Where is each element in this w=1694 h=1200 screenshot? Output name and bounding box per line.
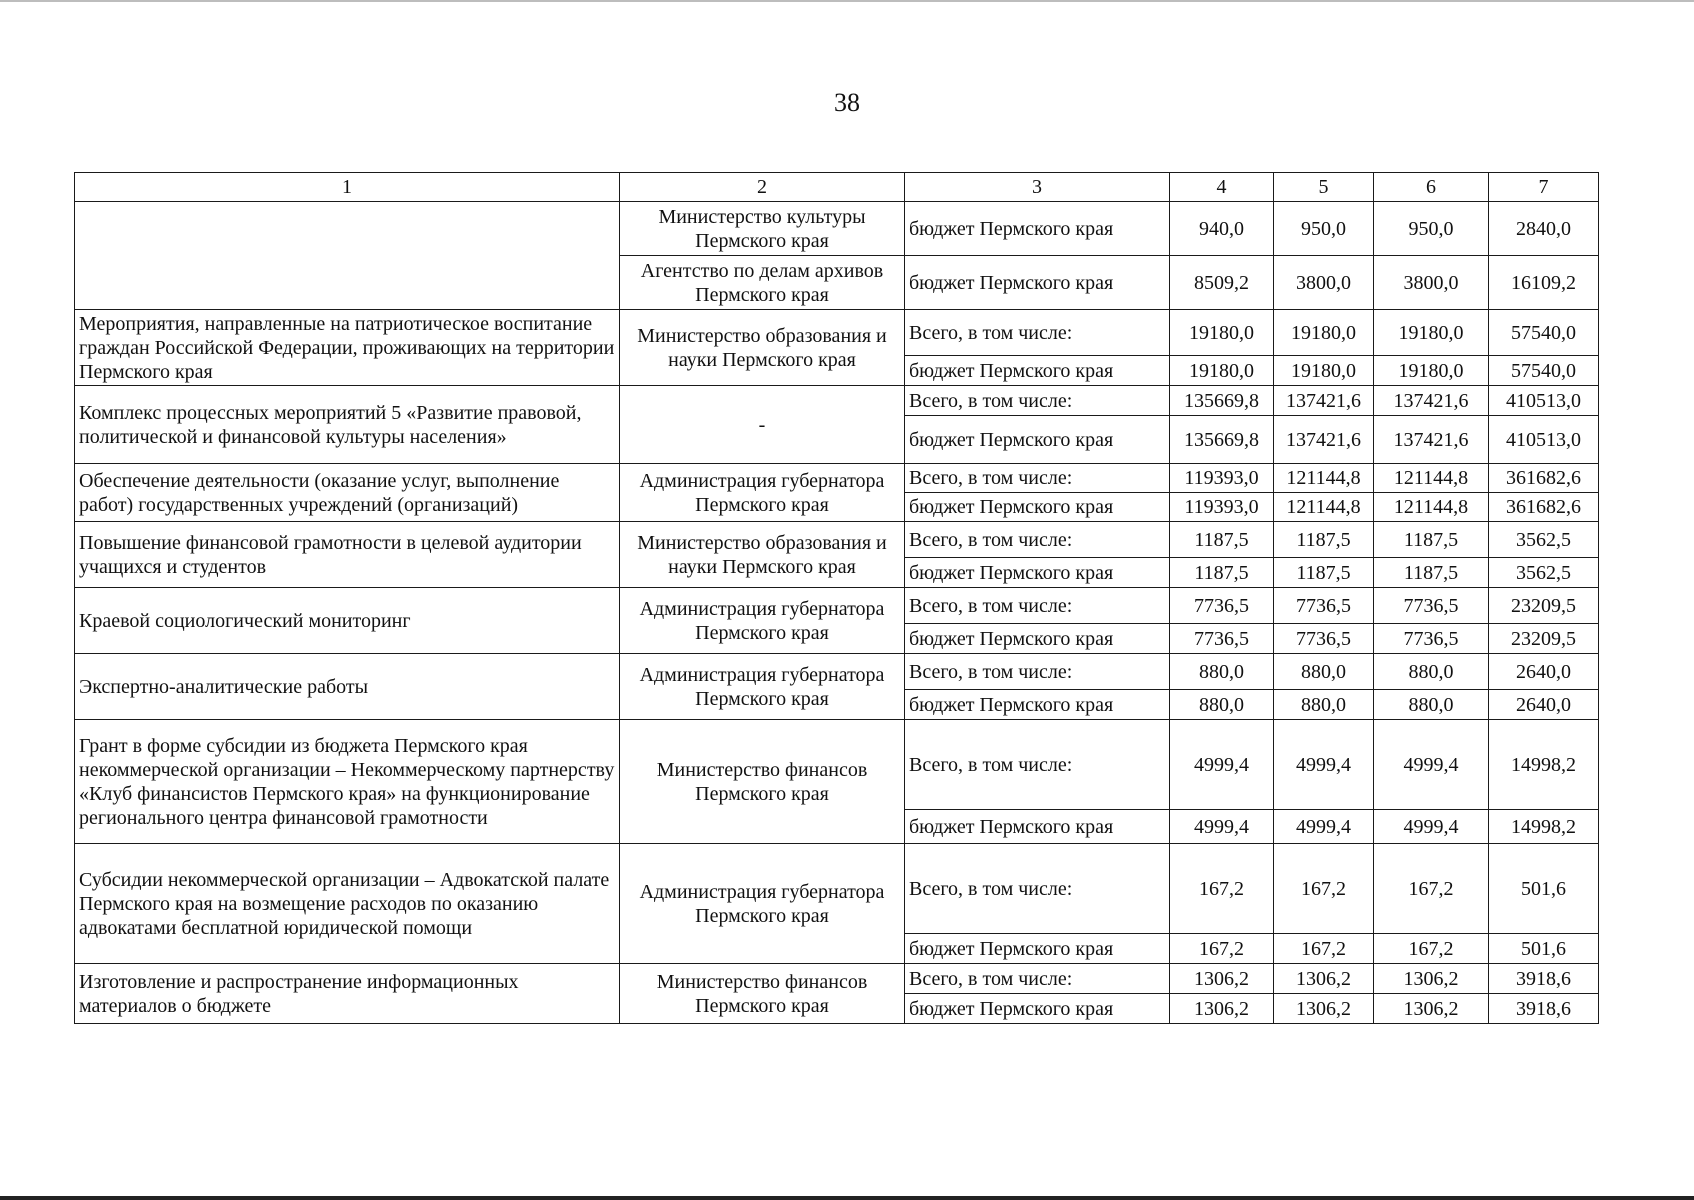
value-year-2: 7736,5 bbox=[1274, 588, 1374, 624]
funding-source-cell: бюджет Пермского края bbox=[905, 934, 1170, 964]
table-header-row bbox=[75, 173, 1599, 202]
value-year-2: 121144,8 bbox=[1274, 464, 1374, 493]
value-total: 57540,0 bbox=[1489, 356, 1599, 386]
value-total: 14998,2 bbox=[1489, 810, 1599, 844]
value-year-3: 121144,8 bbox=[1374, 493, 1489, 522]
value-year-1: 19180,0 bbox=[1170, 356, 1274, 386]
responsible-org-cell: Министерство образования и науки Пермского края bbox=[620, 310, 905, 386]
value-year-3: 121144,8 bbox=[1374, 464, 1489, 493]
value-year-3: 137421,6 bbox=[1374, 416, 1489, 464]
activity-name-cell: Мероприятия, направленные на патриотическое воспитание граждан Российской Федерации, проживающих на территории Пермского края bbox=[75, 310, 620, 386]
value-total: 361682,6 bbox=[1489, 493, 1599, 522]
table-row bbox=[75, 522, 1599, 558]
funding-source-cell: бюджет Пермского края bbox=[905, 994, 1170, 1024]
funding-source-cell: бюджет Пермского края bbox=[905, 256, 1170, 310]
value-year-1: 1306,2 bbox=[1170, 994, 1274, 1024]
funding-source-cell: Всего, в том числе: bbox=[905, 464, 1170, 493]
responsible-org-cell: Министерство образования и науки Пермского края bbox=[620, 522, 905, 588]
value-year-2: 1306,2 bbox=[1274, 994, 1374, 1024]
funding-source-cell: Всего, в том числе: bbox=[905, 310, 1170, 356]
value-year-3: 19180,0 bbox=[1374, 310, 1489, 356]
activity-name-cell: Грант в форме субсидии из бюджета Пермского края некоммерческой организации – Некоммерческому партнерству «Клуб финансистов Пермского края» на функционирование регионального центра финансовой грамотности bbox=[75, 720, 620, 844]
value-total: 3918,6 bbox=[1489, 964, 1599, 994]
table-row bbox=[75, 964, 1599, 994]
responsible-org-cell: - bbox=[620, 386, 905, 464]
value-year-2: 19180,0 bbox=[1274, 310, 1374, 356]
table-row bbox=[75, 720, 1599, 810]
value-year-1: 135669,8 bbox=[1170, 386, 1274, 416]
funding-source-cell: бюджет Пермского края bbox=[905, 493, 1170, 522]
value-total: 361682,6 bbox=[1489, 464, 1599, 493]
value-year-1: 135669,8 bbox=[1170, 416, 1274, 464]
column-number-5: 5 bbox=[1274, 173, 1374, 202]
value-year-2: 137421,6 bbox=[1274, 416, 1374, 464]
value-year-2: 4999,4 bbox=[1274, 810, 1374, 844]
value-year-1: 19180,0 bbox=[1170, 310, 1274, 356]
scan-edge-top bbox=[0, 0, 1694, 2]
value-year-3: 3800,0 bbox=[1374, 256, 1489, 310]
value-year-3: 7736,5 bbox=[1374, 624, 1489, 654]
value-year-1: 1306,2 bbox=[1170, 964, 1274, 994]
value-year-1: 167,2 bbox=[1170, 844, 1274, 934]
value-total: 16109,2 bbox=[1489, 256, 1599, 310]
table-row bbox=[75, 588, 1599, 624]
value-total: 57540,0 bbox=[1489, 310, 1599, 356]
table-row bbox=[75, 386, 1599, 416]
value-year-1: 880,0 bbox=[1170, 690, 1274, 720]
value-year-2: 880,0 bbox=[1274, 690, 1374, 720]
column-number-2: 2 bbox=[620, 173, 905, 202]
value-year-1: 880,0 bbox=[1170, 654, 1274, 690]
column-number-4: 4 bbox=[1170, 173, 1274, 202]
activity-name-cell: Субсидии некоммерческой организации – Адвокатской палате Пермского края на возмещение расходов по оказанию адвокатами бесплатной юридической помощи bbox=[75, 844, 620, 964]
responsible-org-cell: Администрация губернатора Пермского края bbox=[620, 844, 905, 964]
value-total: 14998,2 bbox=[1489, 720, 1599, 810]
funding-source-cell: Всего, в том числе: bbox=[905, 386, 1170, 416]
value-year-3: 7736,5 bbox=[1374, 588, 1489, 624]
value-total: 410513,0 bbox=[1489, 416, 1599, 464]
value-total: 501,6 bbox=[1489, 844, 1599, 934]
value-year-1: 940,0 bbox=[1170, 202, 1274, 256]
activity-name-cell: Обеспечение деятельности (оказание услуг, выполнение работ) государственных учреждений (организаций) bbox=[75, 464, 620, 522]
funding-source-cell: Всего, в том числе: bbox=[905, 654, 1170, 690]
value-year-2: 1306,2 bbox=[1274, 964, 1374, 994]
value-year-3: 19180,0 bbox=[1374, 356, 1489, 386]
value-year-3: 880,0 bbox=[1374, 690, 1489, 720]
table-row bbox=[75, 844, 1599, 934]
funding-source-cell: Всего, в том числе: bbox=[905, 522, 1170, 558]
funding-source-cell: бюджет Пермского края bbox=[905, 356, 1170, 386]
value-year-2: 1187,5 bbox=[1274, 558, 1374, 588]
funding-source-cell: бюджет Пермского края bbox=[905, 416, 1170, 464]
responsible-org-cell: Агентство по делам архивов Пермского края bbox=[620, 256, 905, 310]
value-year-3: 167,2 bbox=[1374, 844, 1489, 934]
responsible-org-cell: Администрация губернатора Пермского края bbox=[620, 654, 905, 720]
activity-name-cell: Повышение финансовой грамотности в целевой аудитории учащихся и студентов bbox=[75, 522, 620, 588]
activity-name-cell: Комплекс процессных мероприятий 5 «Развитие правовой, политической и финансовой культуры населения» bbox=[75, 386, 620, 464]
funding-source-cell: бюджет Пермского края bbox=[905, 558, 1170, 588]
value-total: 23209,5 bbox=[1489, 624, 1599, 654]
value-year-2: 4999,4 bbox=[1274, 720, 1374, 810]
value-total: 23209,5 bbox=[1489, 588, 1599, 624]
value-year-3: 1187,5 bbox=[1374, 558, 1489, 588]
funding-source-cell: бюджет Пермского края bbox=[905, 810, 1170, 844]
responsible-org-cell: Администрация губернатора Пермского края bbox=[620, 588, 905, 654]
table-row bbox=[75, 654, 1599, 690]
table-row bbox=[75, 202, 1599, 256]
value-year-1: 1187,5 bbox=[1170, 522, 1274, 558]
value-year-3: 1187,5 bbox=[1374, 522, 1489, 558]
value-total: 2640,0 bbox=[1489, 654, 1599, 690]
column-number-7: 7 bbox=[1489, 173, 1599, 202]
value-year-1: 7736,5 bbox=[1170, 624, 1274, 654]
budget-table bbox=[74, 172, 1599, 1024]
activity-name-cell bbox=[75, 202, 620, 310]
responsible-org-cell: Министерство культуры Пермского края bbox=[620, 202, 905, 256]
activity-name-cell: Изготовление и распространение информационных материалов о бюджете bbox=[75, 964, 620, 1024]
column-number-1: 1 bbox=[75, 173, 620, 202]
value-year-3: 167,2 bbox=[1374, 934, 1489, 964]
value-year-1: 119393,0 bbox=[1170, 493, 1274, 522]
scan-edge-bottom bbox=[0, 1196, 1694, 1200]
value-year-1: 8509,2 bbox=[1170, 256, 1274, 310]
value-year-1: 119393,0 bbox=[1170, 464, 1274, 493]
value-total: 2840,0 bbox=[1489, 202, 1599, 256]
funding-source-cell: Всего, в том числе: bbox=[905, 720, 1170, 810]
column-number-6: 6 bbox=[1374, 173, 1489, 202]
value-year-3: 4999,4 bbox=[1374, 720, 1489, 810]
responsible-org-cell: Министерство финансов Пермского края bbox=[620, 964, 905, 1024]
value-year-3: 137421,6 bbox=[1374, 386, 1489, 416]
value-year-3: 880,0 bbox=[1374, 654, 1489, 690]
table-row bbox=[75, 464, 1599, 493]
value-total: 410513,0 bbox=[1489, 386, 1599, 416]
page-number: 38 bbox=[834, 88, 860, 117]
value-year-2: 137421,6 bbox=[1274, 386, 1374, 416]
activity-name-cell: Краевой социологический мониторинг bbox=[75, 588, 620, 654]
value-total: 3562,5 bbox=[1489, 558, 1599, 588]
value-year-2: 880,0 bbox=[1274, 654, 1374, 690]
value-year-2: 19180,0 bbox=[1274, 356, 1374, 386]
value-year-1: 4999,4 bbox=[1170, 720, 1274, 810]
funding-source-cell: бюджет Пермского края bbox=[905, 690, 1170, 720]
funding-source-cell: Всего, в том числе: bbox=[905, 588, 1170, 624]
table-row bbox=[75, 310, 1599, 356]
value-year-3: 4999,4 bbox=[1374, 810, 1489, 844]
value-year-1: 4999,4 bbox=[1170, 810, 1274, 844]
funding-source-cell: бюджет Пермского края bbox=[905, 624, 1170, 654]
value-year-3: 950,0 bbox=[1374, 202, 1489, 256]
responsible-org-cell: Администрация губернатора Пермского края bbox=[620, 464, 905, 522]
value-year-2: 950,0 bbox=[1274, 202, 1374, 256]
value-year-2: 167,2 bbox=[1274, 934, 1374, 964]
value-year-1: 1187,5 bbox=[1170, 558, 1274, 588]
activity-name-cell: Экспертно-аналитические работы bbox=[75, 654, 620, 720]
value-year-2: 167,2 bbox=[1274, 844, 1374, 934]
funding-source-cell: бюджет Пермского края bbox=[905, 202, 1170, 256]
value-total: 2640,0 bbox=[1489, 690, 1599, 720]
value-year-1: 7736,5 bbox=[1170, 588, 1274, 624]
responsible-org-cell: Министерство финансов Пермского края bbox=[620, 720, 905, 844]
value-year-1: 167,2 bbox=[1170, 934, 1274, 964]
value-year-2: 121144,8 bbox=[1274, 493, 1374, 522]
value-year-3: 1306,2 bbox=[1374, 964, 1489, 994]
value-year-2: 1187,5 bbox=[1274, 522, 1374, 558]
column-number-3: 3 bbox=[905, 173, 1170, 202]
funding-source-cell: Всего, в том числе: bbox=[905, 844, 1170, 934]
value-total: 3918,6 bbox=[1489, 994, 1599, 1024]
value-year-3: 1306,2 bbox=[1374, 994, 1489, 1024]
value-total: 3562,5 bbox=[1489, 522, 1599, 558]
value-year-2: 3800,0 bbox=[1274, 256, 1374, 310]
funding-source-cell: Всего, в том числе: bbox=[905, 964, 1170, 994]
value-total: 501,6 bbox=[1489, 934, 1599, 964]
value-year-2: 7736,5 bbox=[1274, 624, 1374, 654]
